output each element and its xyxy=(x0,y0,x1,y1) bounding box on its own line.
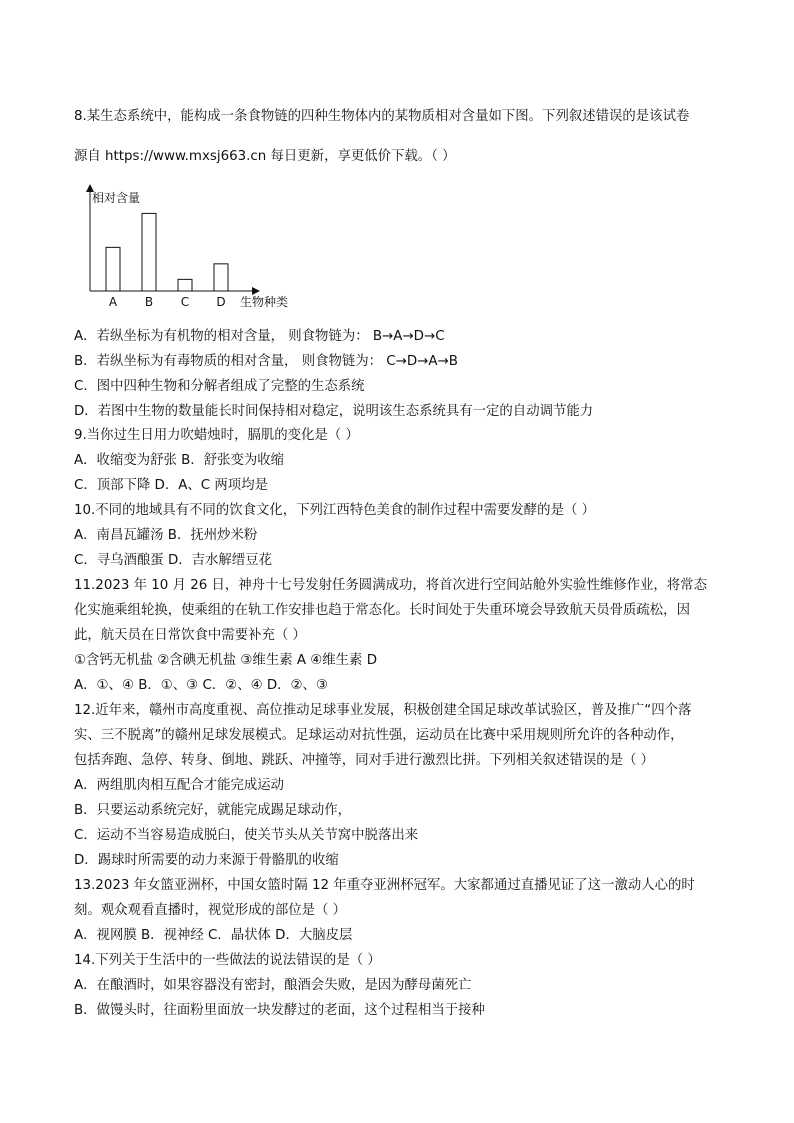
bar-chart-svg xyxy=(78,184,318,314)
q12-stem-line3: 包括奔跑、急停、转身、倒地、跳跃、冲撞等，同对手进行激烈比拼。下列相关叙述错误的是（ ） xyxy=(74,753,655,768)
q12-option-a: A．两组肌肉相互配合才能完成运动 xyxy=(74,778,285,793)
category-label-c: C xyxy=(180,295,190,309)
q12-option-b: B．只要运动系统完好，就能完成踢足球动作， xyxy=(74,803,351,818)
q11-stem-line1: 11.2023 年 10 月 26 日，神舟十七号发射任务圆满成功，将首次进行空间站舱外实验性维修作业，将常态 xyxy=(74,578,707,593)
q11-stem-line3: 此，航天员在日常饮食中需要补充（ ） xyxy=(74,628,306,643)
bar-c xyxy=(178,279,192,291)
bar-a xyxy=(106,247,120,291)
q8-option-b: B．若纵坐标为有毒物质的相对含量， 则食物链为： C→D→A→B xyxy=(74,354,458,369)
q8-stem-line1: 8.某生态系统中，能构成一条食物链的四种生物体内的某物质相对含量如下图。下列叙述错误的是该试卷 xyxy=(74,109,690,124)
y-axis-label: 相对含量 xyxy=(92,191,141,205)
q11-choices: ①含钙无机盐 ②含碘无机盐 ③维生素 A ④维生素 D xyxy=(74,653,378,668)
bar-b xyxy=(142,213,156,291)
q13-stem-line2: 刻。观众观看直播时，视觉形成的部位是（ ） xyxy=(74,903,347,918)
q10-options-cd: C．寻乌酒酿蛋 D．吉水解缙豆花 xyxy=(74,553,272,568)
q13-stem-line1: 13.2023 年女篮亚洲杯，中国女篮时隔 12 年重夺亚洲杯冠军。大家都通过直播见证了这一激动人心的时 xyxy=(74,878,695,893)
q9-options-ab: A．收缩变为舒张 B．舒张变为收缩 xyxy=(74,453,285,468)
q9-options-cd: C．顶部下降 D．A、C 两项均是 xyxy=(74,478,268,493)
q12-stem-line1: 12.近年来，赣州市高度重视、高位推动足球事业发展，积极创建全国足球改革试验区，普及推广“四个落 xyxy=(74,703,692,718)
q13-options: A．视网膜 B．视神经 C．晶状体 D．大脑皮层 xyxy=(74,928,353,943)
q10-options-ab: A．南昌瓦罐汤 B．抚州炒米粉 xyxy=(74,528,258,543)
q11-stem-line2: 化实施乘组轮换，使乘组的在轨工作安排也趋于常态化。长时间处于失重环境会导致航天员骨质疏松，因 xyxy=(74,603,690,618)
bar-chart xyxy=(78,184,318,314)
q11-options: A．①、④ B．①、③ C．②、④ D．②、③ xyxy=(74,678,328,693)
q8-option-a: A．若纵坐标为有机物的相对含量， 则食物链为： B→A→D→C xyxy=(74,329,445,344)
q14-stem: 14.下列关于生活中的一些做法的说法错误的是（ ） xyxy=(74,953,381,968)
q10-stem: 10.不同的地域具有不同的饮食文化，下列江西特色美食的制作过程中需要发酵的是（ ） xyxy=(74,503,596,518)
q12-stem-line2: 实、三不脱离”的赣州足球发展模式。足球运动对抗性强，运动员在比赛中采用规则所允许的各种动作， xyxy=(74,728,684,743)
bar-d xyxy=(214,264,228,291)
q12-option-d: D．踢球时所需要的动力来源于骨骼肌的收缩 xyxy=(74,853,339,868)
category-label-d: D xyxy=(216,295,226,309)
q9-stem: 9.当你过生日用力吹蜡烛时，膈肌的变化是（ ） xyxy=(74,428,359,443)
x-axis-label: 生物种类 xyxy=(240,295,289,309)
q8-stem-line2: 源自 https://www.mxsj663.cn 每日更新，享更低价下载。（ ） xyxy=(74,149,456,164)
category-label-a: A xyxy=(108,295,118,309)
category-label-b: B xyxy=(144,295,154,309)
q8-option-d: D．若图中生物的数量能长时间保持相对稳定，说明该生态系统具有一定的自动调节能力 xyxy=(74,404,594,419)
q8-option-c: C．图中四种生物和分解者组成了完整的生态系统 xyxy=(74,379,365,394)
q12-option-c: C．运动不当容易造成脱臼，使关节头从关节窝中脱落出来 xyxy=(74,828,419,843)
q14-option-b: B．做馒头时，往面粉里面放一块发酵过的老面，这个过程相当于接种 xyxy=(74,1003,485,1018)
q14-option-a: A．在酿酒时，如果容器没有密封，酿酒会失败，是因为酵母菌死亡 xyxy=(74,978,472,993)
